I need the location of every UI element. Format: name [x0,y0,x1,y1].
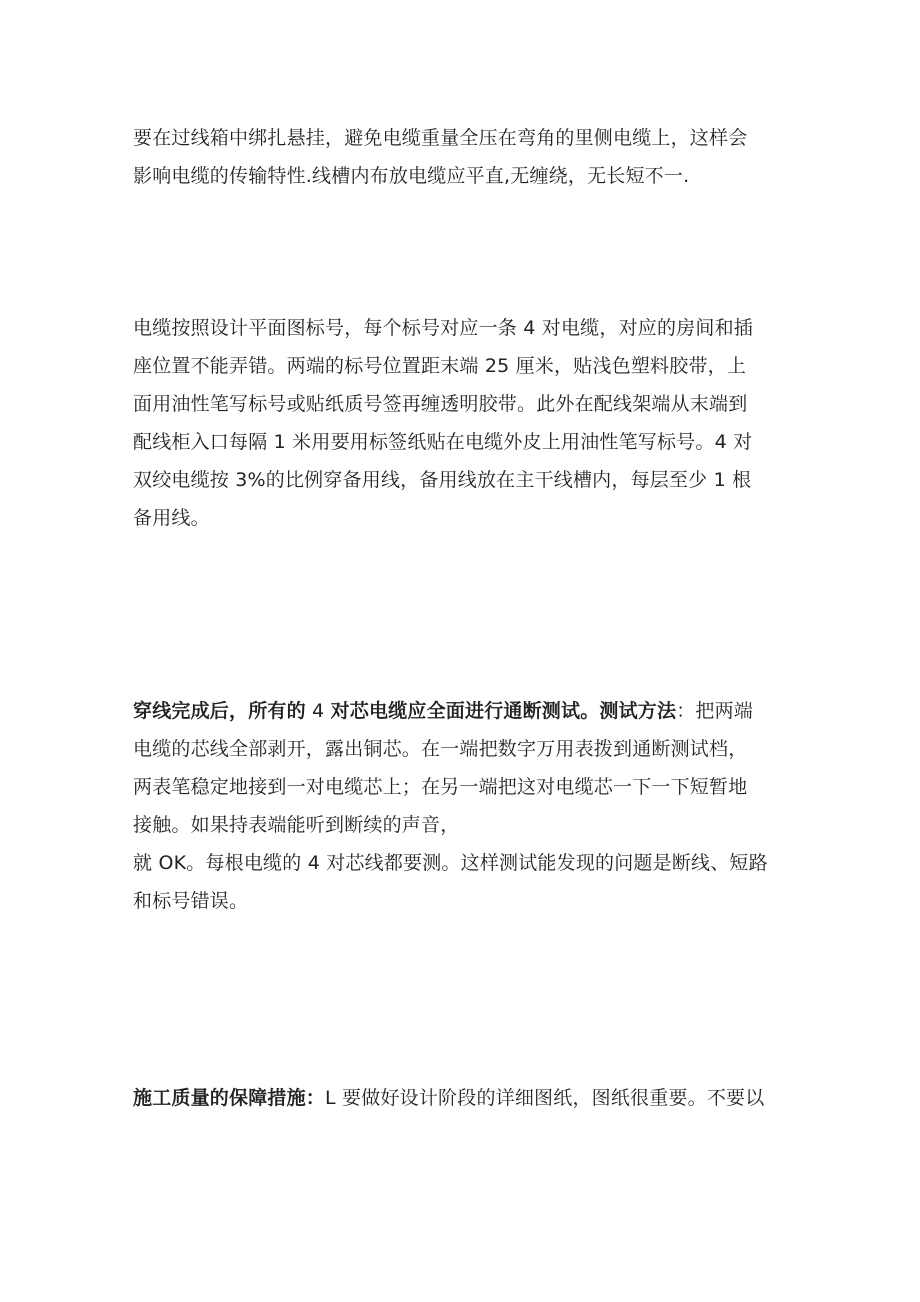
text-line: 配线柜入口每隔 1 米用要用标签纸贴在电缆外皮上用油性笔写标号。4 对 [133,431,753,453]
text-line: 电缆按照设计平面图标号，每个标号对应一条 4 对电缆，对应的房间和插 [133,317,753,339]
paragraph-cable-labeling [133,309,803,537]
text-line: 影响电缆的传输特性.线槽内布放电缆应平直,无缠绕，无长短不一. [133,165,690,187]
text-line: 两表笔稳定地接到一对电缆芯上；在另一端把这对电缆芯一下一下短暂地 [133,776,748,798]
inline-text: 4 [305,700,331,722]
text-line [133,692,803,730]
text-line: 双绞电缆按 3%的比例穿备用线，备用线放在主干线槽内，每层至少 1 根 [133,469,752,491]
text-line: 电缆的芯线全部剥开，露出铜芯。在一端把数字万用表拨到通断测试档， [133,738,748,760]
text-line: 接触。如果持表端能听到断续的声音， [133,814,460,836]
paragraph-continuity-test [133,692,803,920]
inline-text: L 要做好设计阶段的详细图纸，图纸很重要。不要以 [325,1087,765,1109]
paragraph-cable-bundling [133,119,803,195]
bold-heading-text: 穿线完成后，所有的 [133,700,306,722]
text-line: 座位置不能弄错。两端的标号位置距末端 25 厘米，贴浅色塑料胶带，上 [133,355,747,377]
text-line [133,1079,803,1117]
text-line: 要在过线箱中绑扎悬挂，避免电缆重量全压在弯角的里侧电缆上，这样会 [133,127,748,149]
bold-heading-text: 施工质量的保障措施： [133,1087,326,1109]
bold-heading-text: 对芯电缆应全面进行通断测试。测试方法 [330,700,677,722]
text-line: 备用线。 [133,507,210,529]
text-line: 就 OK。每根电缆的 4 对芯线都要测。这样测试能发现的问题是断线、短路 [133,852,768,874]
text-line: 和标号错误。 [133,890,249,912]
inline-text: ：把两端 [676,700,754,722]
paragraph-quality-measures [133,1079,803,1117]
text-line: 面用油性笔写标号或贴纸质号签再缠透明胶带。此外在配线架端从末端到 [133,393,748,415]
